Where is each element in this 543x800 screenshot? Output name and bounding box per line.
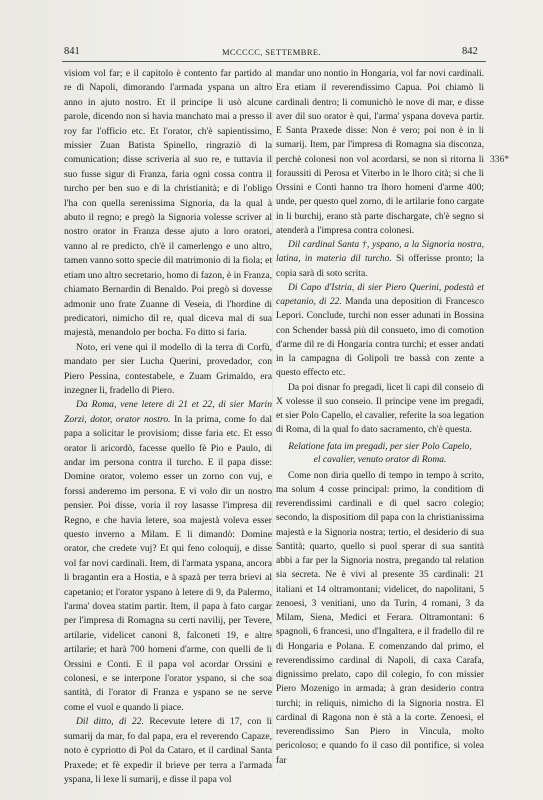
- header-rule: [62, 61, 486, 62]
- section-heading: Relatione fata im pregadi, per sier Polo Capelo, el cavalier, venuto orator di Roma.: [288, 441, 472, 465]
- page-number-right: 842: [462, 46, 478, 57]
- dispatch-body: Manda una deposition di Francesco Lepori. Conclude, turchi non esser adunati in Bossina con Schender bassà più dil consueto, imo di comotion d'arme dil re di Hongaria contra turchi; et esser andati in la campagna di Golipoli tre bassà con zente a questo effecto etc.: [276, 297, 484, 379]
- running-title: MCCCCC, SETTEMBRE.: [221, 47, 322, 57]
- page-number-left: 841: [64, 46, 80, 57]
- dispatch-heading: Da Roma, vene letere di 21 et 22, di sier Marin Zorzi, dotor, orator nostro.: [64, 399, 272, 425]
- dispatch-entry: [64, 715, 272, 787]
- dispatch-entry: [64, 398, 272, 715]
- dispatch-entry: [276, 281, 484, 381]
- dispatch-heading: Dil cardinal Santa †, yspano, a la Signoria nostra, latina, in materia dil turcho.: [276, 240, 484, 265]
- dispatch-entry: [276, 238, 484, 281]
- dispatch-heading: Di Capo d'Istria, di sier Piero Querini, podestà et capetanio, di 22.: [276, 282, 484, 307]
- dispatch-body: In la prima, come fo dal papa a solicitar le provisiom; disse faria etc. Et esso orator li aricordò, facesse quello fè Pio e Paulo, di andar im persona contra il turcho. E il papa disse: Domine orator, volemo esser un zorno con vuj, e forssi anderemo im persona. E vi volo dir un nostro pensier. Poi disse, voria il roy lasasse l'impresa dil Regno, e che havia letere, soa majestà voleva esser questo inverno a Milam. E li dimandò: Domine orator, che credete vuj? Et qui feno coloquij, e disse vol far novi cardinali. Item, di l'armata yspana, ancora li bragantin era a Hostia, e à spazà per terra brievi al capetanio; et l'orator yspano à letere di 9, da Palermo, l'arma' dovea statim partir. Item, il papa à fato cargar per l'impresa di Romagna su certi navilij, per Tevere, artilarie, videlicet canoni 8, falconeti 19, e altre artilarie; et harà 700 homeni d'arme, con quelli de li Orssini e Conti. E il papa vol acordar Orssini e colonesi, e se interpone l'orator yspano, si che soa santità, di l'orator di Franza e yspano se ne serve come el vuol e quando li piace.: [64, 413, 272, 713]
- paragraph: Noto, eri vene qui il modello di la terra di Corfù, mandato per sier Lucha Querini, provedador, con Piero Pessina, contestabele, e Zuam Grimaldo, era inzegner li, fradello di Piero.: [64, 341, 272, 396]
- dispatch-heading: Dil ditto, di 22.: [76, 716, 144, 728]
- margin-note: 336*: [490, 154, 510, 165]
- dispatch-body: Recevute letere di 17, con li sumarij da mar, fo dal papa, era el reverendo Capaze, noto è cypriotto di Pol da Cataro, et il cardinal Santa Praxede; et fè expedir il brieve per terra a l'armada yspana, li lexe li sumarij, e disse il papa vol: [64, 716, 272, 785]
- paragraph: visiom vol far; e il capitolo è contento far partido al re di Napoli, dimorando l'armada yspana un altro anno in ajuto nostro. Et il principe li usò alcune parole, dicendo non si havia manchato mai a presso il roy far l'officio etc. Et l'orator, ch'è sapientissimo, missier Zuan Batista Spinello, ringraziò di la comunication; disse scriveria al suo re, e tuttavia il suo fusse sigur di Franza, faria ogni cossa contra il turcho per ben suo e di la christianità; e di l'obligo l'ha con quella serenissima Signoria, da la qual à abuto il regno; e pregò la Signoria volesse scriver al nostro orator in Franza desse ajuto a loro oratori, vanno al re predicto, ch'è il camerlengo e uno altro, tamen vanno sotto specie dil matrimonio di la fiola; et etiam uno altro secretario, homo di fazon, è in Franza, chiamato Bernardin di Benaldo. Poi pregò si dovesse admonir uno frate Zuanne di Veseia, di l'hordine di predicatori, nimicho dil re, qual diceva mal di sua majestà, menandolo per bocha. Fo ditto si faria.: [64, 68, 272, 339]
- column-gutter: [272, 70, 273, 770]
- paragraph: Come non diria quello di tempo in tempo à scrito, ma solum 4 cosse principal: primo, la conditiom di reverendissimi cardinali e di quel sacro colegio; secondo, la dispositiom dil papa con la christianissima majestà e la Signoria nostra; tertio, el desiderio di sua Santità; quarto, quello si puol sperar di sua santità abbi a far per la Signoria nostra, pregando tal relation sia secreta. Ne è vivi al presente 35 cardinali: 21 italiani et 14 oltramontani; videlicet, do napolitani, 5 zenoesi, 3 venitiani, uno da Turin, 4 romani, 3 da Milam, Siena, Medici et Ferara. Oltramontani: 6 spagnoli, 6 francesi, uno d'Ingaltera, e il fradello dil re di Hongaria e Polana. E comenzando dal primo, el reverendissimo cardinal di Napoli, di caxa Carafa, dignissimo prelato, capo dil colegio, fo con missier Piero Mozenigo in armada; à gran desiderio contra turchi; in reliquis, nimicho di la Signoria nostra. El cardinal di Ragona non è stà a la corte. Zenoesi, el reverendissimo San Piero in Vincula, molto pericoloso; e quando fo il caso dil pontifice, si volea far: [276, 470, 484, 766]
- left-column: [64, 67, 272, 787]
- running-head: [0, 46, 543, 60]
- paragraph: Da poi disnar fo pregadi, licet li capi dil conseio di X volesse il suo conseio. Il principe vene im pregadi, et sier Polo Capello, el cavalier, referite la soa legation di Roma, di la qual fo dato sacramento, ch'è questa.: [276, 382, 484, 436]
- paragraph: mandar uno nontio in Hongaria, vol far novi cardinali. Era etiam il reverendissimo Capua. Poi chiamò li cardinali dentro; li comunichò le nove di mar, e disse aver dil suo orator è qui, l'arma' yspana doveva partir. E Santa Praxede disse: Non è vero; poi non è in li sumarij. Item, par l'impresa di Romagna sia disconza, perchè colonesi non vol acordarsi, se non si ritorna li foraussiti di Perosa et Viterbo in le lhoro cità; si che li Orssini e Conti hanno tra lhoro homeni d'arme 400; unde, per questo quel zorno, di le artilarie fono cargate in li burchij, erano stà parte dischargate, ch'è segno si atenderà a l'impresa contra colonesi.: [276, 69, 484, 236]
- dispatch-body: Si offerisse pronto; la copia sarà di soto scrita.: [276, 254, 484, 279]
- right-column: [276, 67, 484, 768]
